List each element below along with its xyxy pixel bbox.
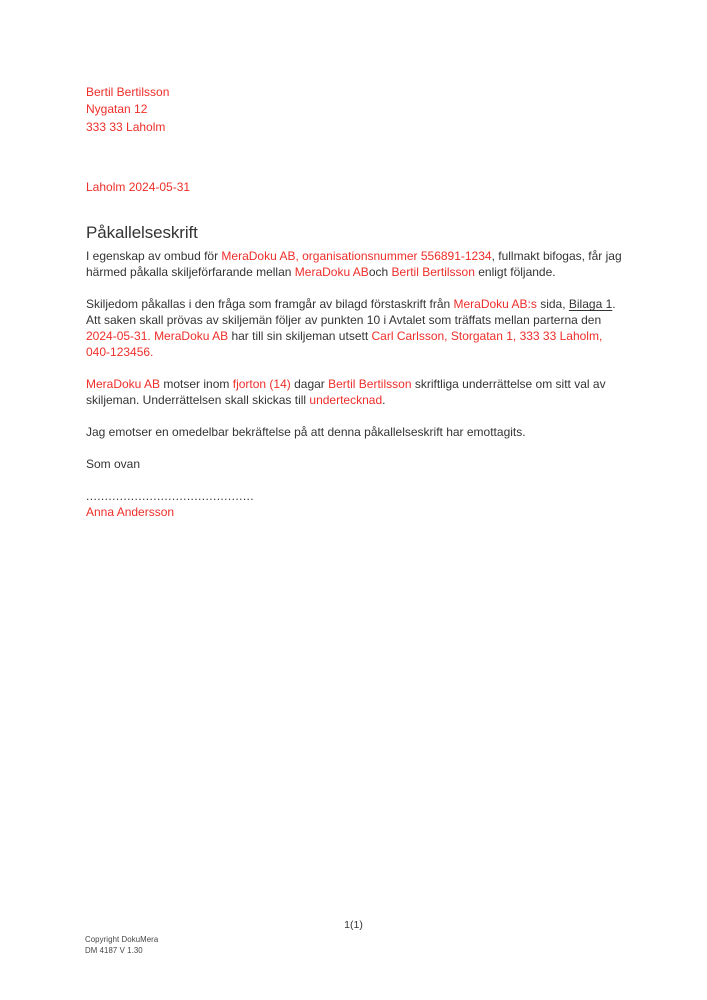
letter-paragraph [86,424,626,440]
field-value: fjorton (14) [232,377,291,391]
field-value: Bertil Bertilsson [391,265,475,279]
field-value: Bertil Bertilsson [328,377,412,391]
field-value: MeraDoku AB:s [453,297,537,311]
letter-paragraph [86,248,626,280]
field-value: 2024-05-31. [86,329,151,343]
sender-name: Bertil Bertilsson [86,85,170,99]
page-number: 1(1) [344,919,363,931]
static-text: enligt följande. [474,265,556,279]
signature-block [86,488,626,520]
static-text: och [368,265,392,279]
static-text: I egenskap av ombud för [86,249,222,263]
static-text: . Att saken skall prövas av skiljemän följer av punkten 10 i Avtalet som träffats mellan parterna den [86,297,616,327]
sender-postal-city: 333 33 Laholm [86,119,166,134]
letter-paragraph [86,296,626,360]
footer-copyright: Copyright DokuMera [85,935,159,944]
field-value: MeraDoku AB, organisationsnummer 556891-1234 [221,249,492,263]
signature-dotted-line: ............................................. [86,489,255,503]
static-text: sida, [536,297,569,311]
signature-name: Anna Andersson [86,505,175,519]
footer-document-id: DM 4187 V 1.30 [85,945,143,955]
field-value: MeraDoku AB [154,329,229,343]
static-text: skriftliga underrättelse om sitt val av skiljeman. Underrättelsen skall skickas till [86,377,606,407]
static-text: , fullmakt bifogas, får jag härmed påkalla skiljeförfarande mellan [86,249,622,279]
field-value: undertecknad [309,393,383,407]
static-text: Skiljedom påkallas i den fråga som framgår av bilagd förstaskrift från [86,297,454,311]
document-title: Påkallelseskrift [86,223,198,242]
sender-address-block [86,84,626,136]
field-value: MeraDoku AB [294,265,369,279]
static-text: Jag emotser en omedelbar bekräftelse på att denna påkallelseskrift har emottagits. [86,425,526,439]
static-text: har till sin skiljeman utsett [228,329,372,343]
closing-phrase: Som ovan [86,457,141,471]
sender-street: Nygatan 12 [86,102,148,117]
letter-paragraph [86,376,626,408]
letter-paragraphs [86,248,626,440]
letter-body [86,248,626,520]
field-value: MeraDoku AB [86,377,161,391]
static-text: motser inom [160,377,233,391]
static-text: . [382,393,386,407]
static-text: dagar [290,377,329,391]
static-text: Bilaga 1 [568,297,613,311]
place-and-date-line: Laholm 2024-05-31 [86,180,191,194]
field-value: Carl Carlsson, Storgatan 1, 333 33 Laholm, 040-123456. [86,329,603,359]
footer-block [85,935,158,956]
